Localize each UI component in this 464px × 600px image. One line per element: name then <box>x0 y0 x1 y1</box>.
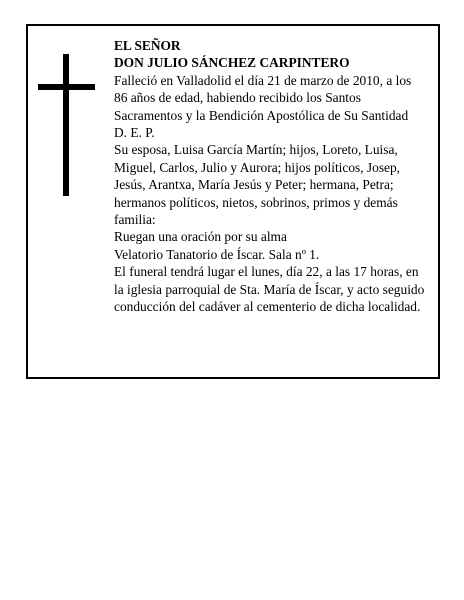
honorific-heading: EL SEÑOR <box>114 38 181 53</box>
prayer-request: Ruegan una oración por su alma <box>114 229 287 245</box>
cross-icon <box>63 54 69 196</box>
cross-icon-bar <box>38 84 95 90</box>
family-list: Su esposa, Luisa García Martín; hijos, Loreto, Luisa, Miguel, Carlos, Julio y Aurora; hijos políticos, Josep, Jesús, Arantxa, María Jesús y Peter; hermana, Petra; hermanos políticos, nietos, sobrinos, primos y demás familia: <box>114 142 401 228</box>
deceased-name: DON JULIO SÁNCHEZ CARPINTERO <box>114 55 350 71</box>
obituary-text <box>114 37 426 316</box>
rip-text: D. E. P. <box>114 125 155 141</box>
wake-info: Velatorio Tanatorio de Íscar. Sala nº 1. <box>114 246 320 262</box>
death-announcement: Falleció en Valladolid el día 21 de marzo de 2010, a los 86 años de edad, habiendo recibido los Santos Sacramentos y la Bendición Apostólica de Su Santidad <box>114 72 412 123</box>
funeral-info: El funeral tendrá lugar el lunes, día 22, a las 17 horas, en la iglesia parroquial de Sta. María de Íscar, y acto seguido conducción del cadáver al cementerio de dicha localidad. <box>114 264 425 315</box>
